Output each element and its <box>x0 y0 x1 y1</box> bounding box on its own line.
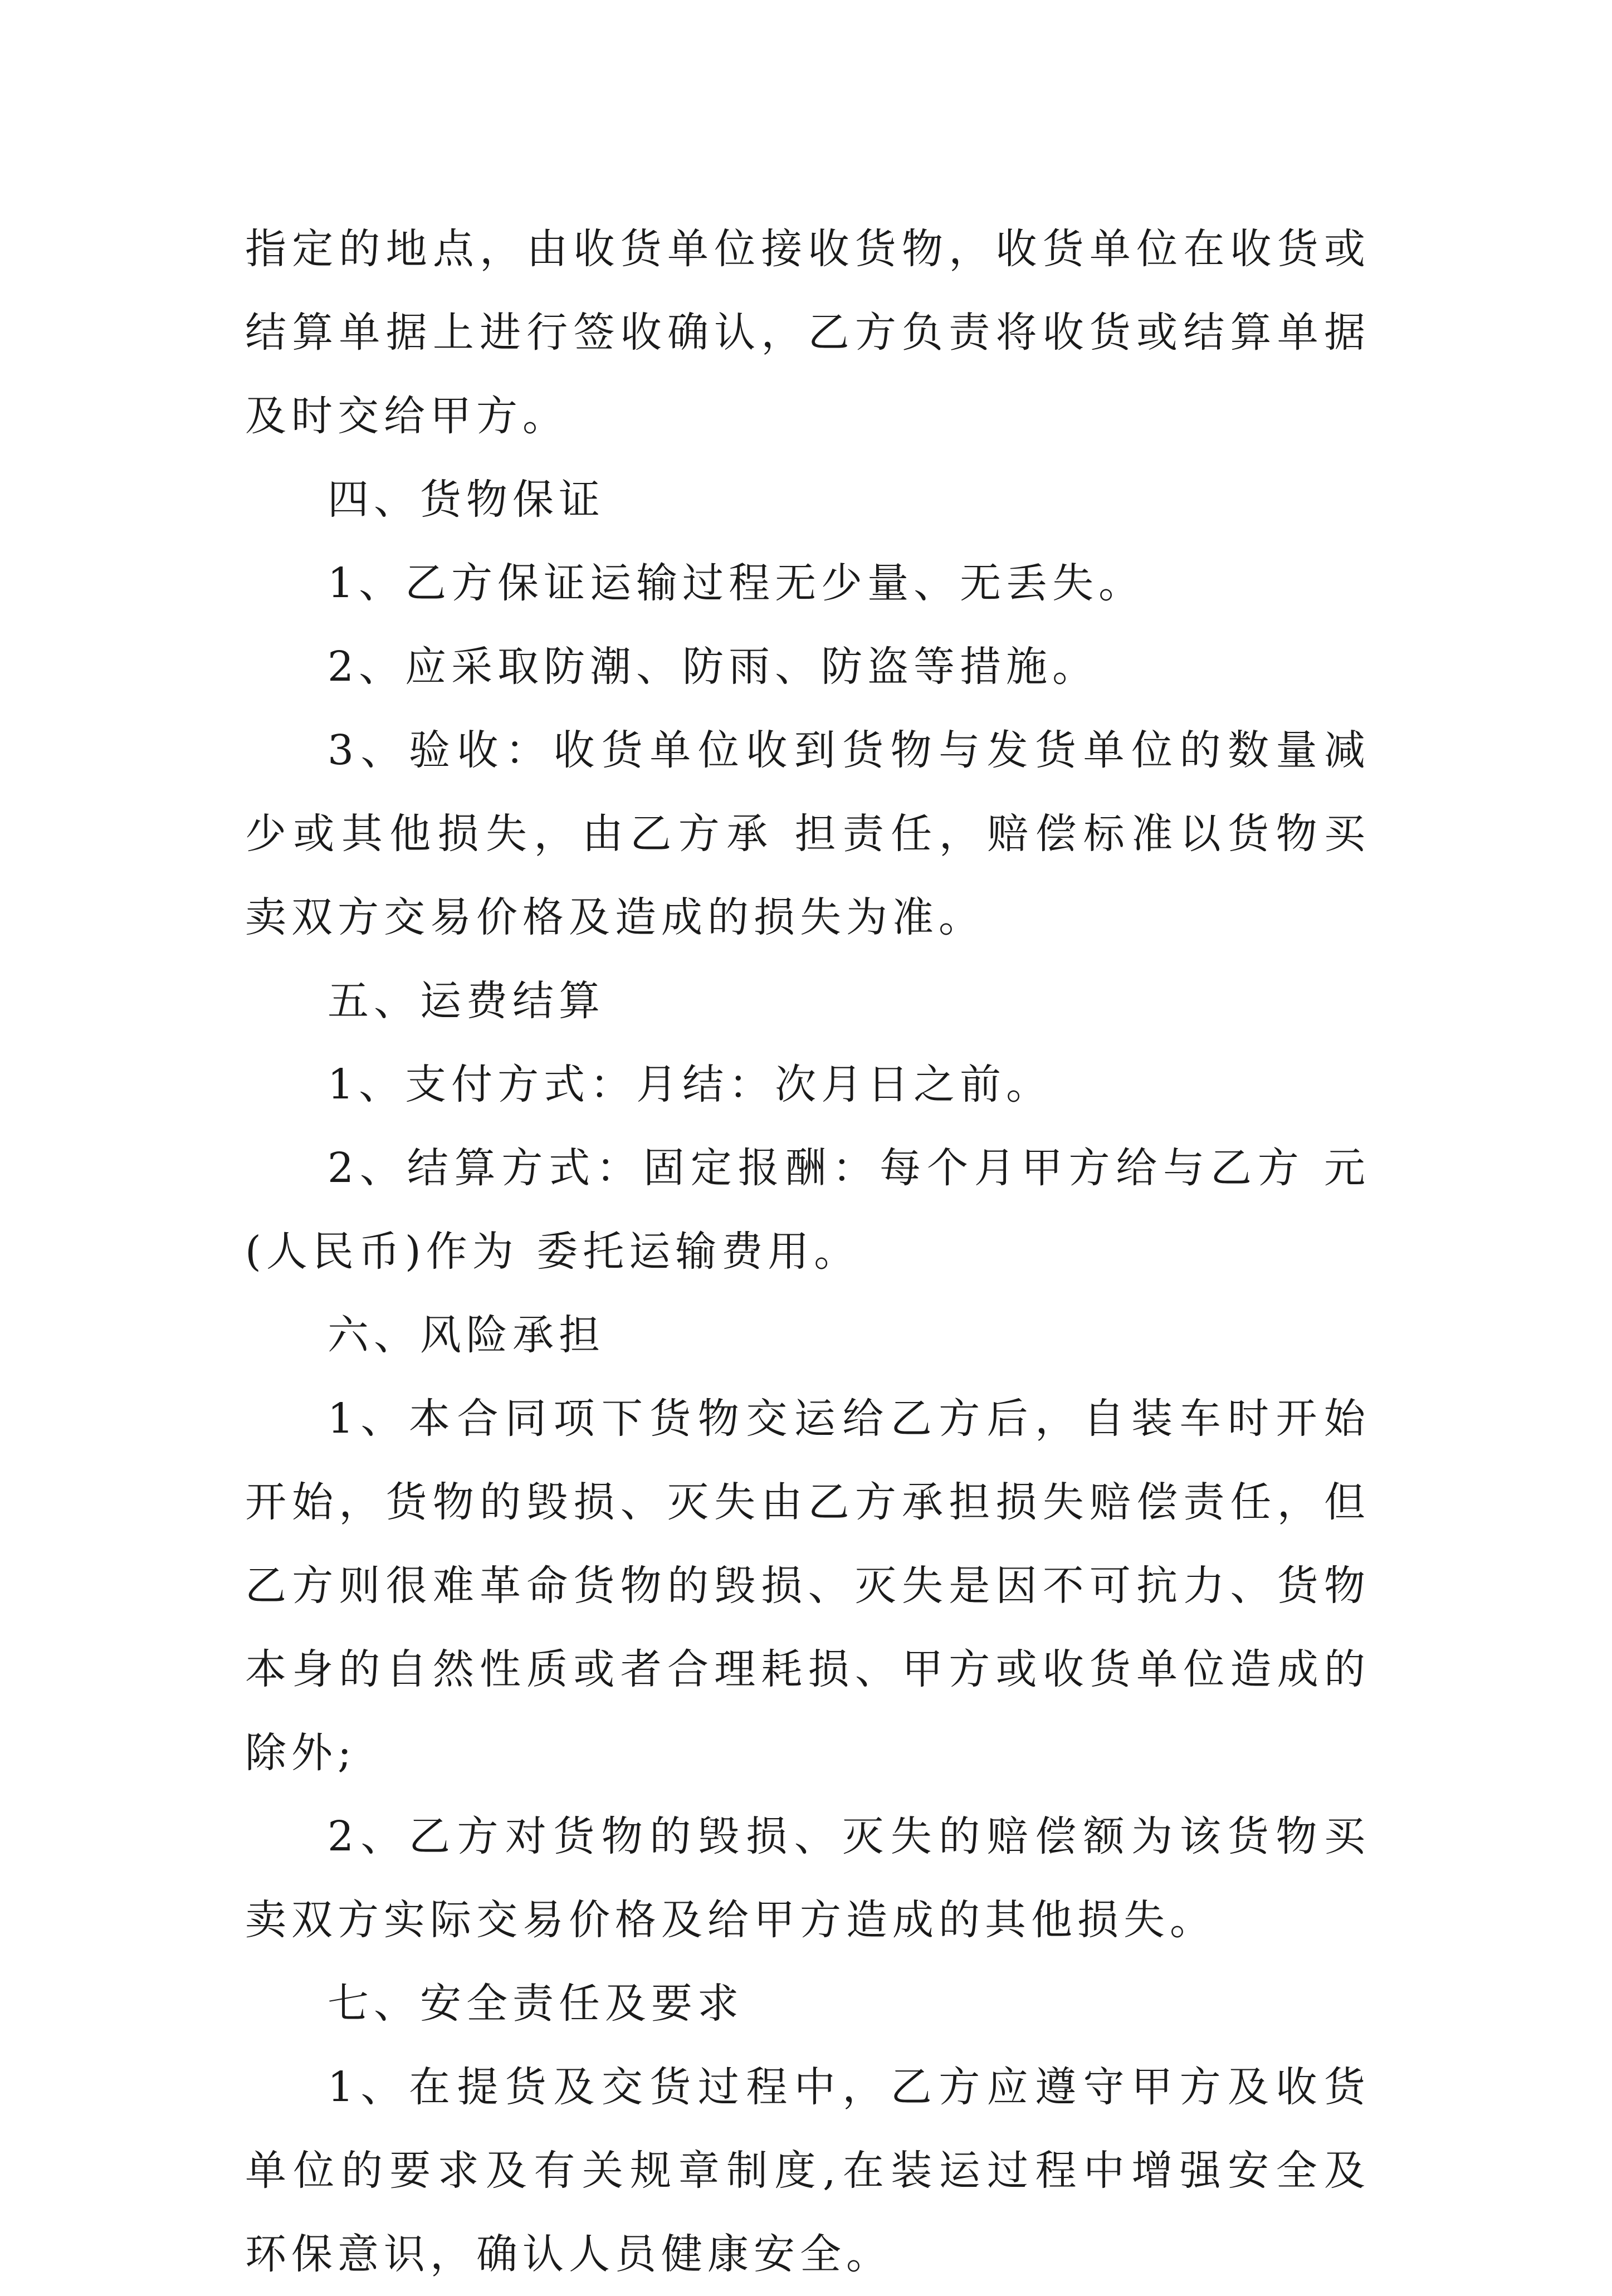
clause-protective-measures: 2、应采取防潮、防雨、防盗等措施。 <box>328 643 1099 691</box>
section-heading-freight-settlement: 五、运费结算 <box>328 977 605 1025</box>
clause-settlement-method: 2、结算方式：固定报酬：每个月甲方给与乙方 元(人民币)作为 委托运输费用。 <box>245 1144 1370 1276</box>
clause-compensation-amount: 2、乙方对货物的毁损、灭失的赔偿额为该货物买卖双方实际交易价格及给甲方造成的其他损失。 <box>245 1813 1370 1944</box>
clause-no-loss: 1、乙方保证运输过程无少量、无丢失。 <box>328 559 1145 607</box>
section-heading-safety: 七、安全责任及要求 <box>328 1980 744 2028</box>
document-body <box>245 207 1370 2296</box>
clause-acceptance: 3、验收：收货单位收到货物与发货单位的数量减少或其他损失，由乙方承 担责任，赔偿标准以货物买卖双方交易价格及造成的损失为准。 <box>245 726 1370 941</box>
clause-payment-method: 1、支付方式：月结：次月日之前。 <box>328 1061 1053 1108</box>
clause-safety-compliance: 1、在提货及交货过程中，乙方应遵守甲方及收货单位的要求及有关规章制度,在装运过程中增强安全及环保意识，确认人员健康安全。 <box>245 2063 1370 2278</box>
section-heading-risk-bearing: 六、风险承担 <box>328 1311 605 1359</box>
paragraph-continuation: 指定的地点，由收货单位接收货物，收货单位在收货或结算单据上进行签收确认，乙方负责将收货或结算单据及时交给甲方。 <box>245 225 1370 440</box>
section-heading-goods-guarantee: 四、货物保证 <box>328 476 605 524</box>
clause-risk-transfer: 1、本合同项下货物交运给乙方后，自装车时开始开始，货物的毁损、灭失由乙方承担损失赔偿责任，但乙方则很难革命货物的毁损、灭失是因不可抗力、货物本身的自然性质或者合理耗损、甲方或收货单位造成的除外; <box>245 1395 1370 1777</box>
